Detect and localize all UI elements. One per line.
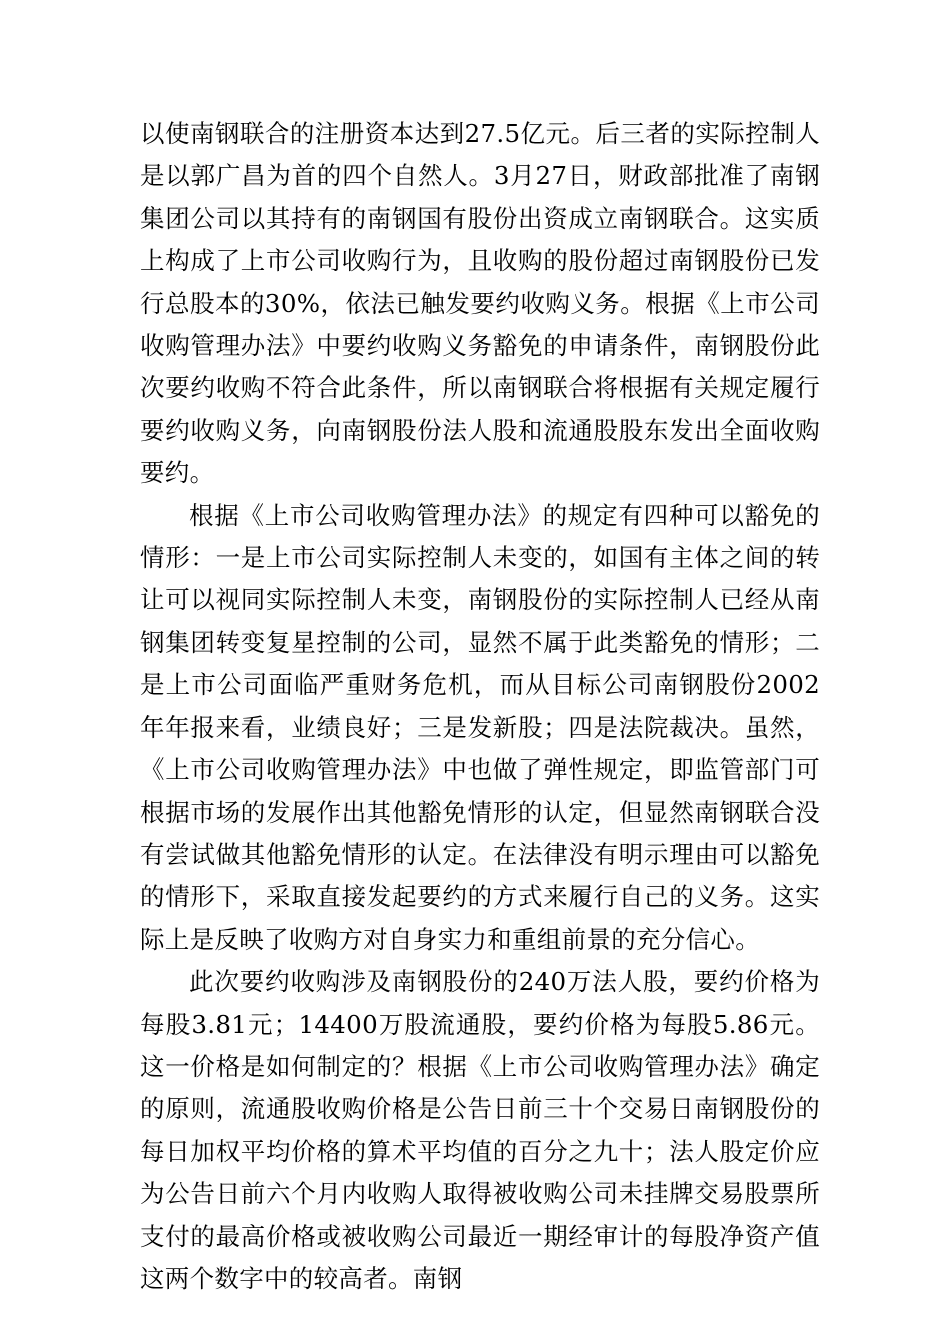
paragraph-1: 以使南钢联合的注册资本达到27.5亿元。后三者的实际控制人是以郭广昌为首的四个自然人。3月27日，财政部批准了南钢集团公司以其持有的南钢国有股份出资成立南钢联合。这实质上构成了上市公司收购行为，且收购的股份超过南钢股份已发行总股本的30%，依法已触发要约收购义务。根据《上市公司收购管理办法》中要约收购义务豁免的申请条件，南钢股份此次要约收购不符合此条件，所以南钢联合将根据有关规定履行要约收购义务，向南钢股份法人股和流通股股东发出全面收购要约。 [140, 119, 820, 488]
paragraph-2: 根据《上市公司收购管理办法》的规定有四种可以豁免的情形：一是上市公司实际控制人未变的，如国有主体之间的转让可以视同实际控制人未变，南钢股份的实际控制人已经从南钢集团转变复星控制的公司，显然不属于此类豁免的情形；二是上市公司面临严重财务危机，而从目标公司南钢股份2002年年报来看，业绩良好；三是发新股；四是法院裁决。虽然，《上市公司收购管理办法》中也做了弹性规定，即监管部门可根据市场的发展作出其他豁免情形的认定，但显然南钢联合没有尝试做其他豁免情形的认定。在法律没有明示理由可以豁免的情形下，采取直接发起要约的方式来履行自己的义务。这实际上是反映了收购方对自身实力和重组前景的充分信心。 [140, 500, 820, 954]
paragraph-3: 此次要约收购涉及南钢股份的240万法人股，要约价格为每股3.81元；14400万股流通股，要约价格为每股5.86元。这一价格是如何制定的？根据《上市公司收购管理办法》确定的原则，流通股收购价格是公告日前三十个交易日南钢股份的每日加权平均价格的算术平均值的百分之九十；法人股定价应为公告日前六个月内收购人取得被收购公司未挂牌交易股票所支付的最高价格或被收购公司最近一期经审计的每股净资产值这两个数字中的较高者。南钢 [140, 967, 820, 1293]
document-page [140, 113, 820, 1300]
